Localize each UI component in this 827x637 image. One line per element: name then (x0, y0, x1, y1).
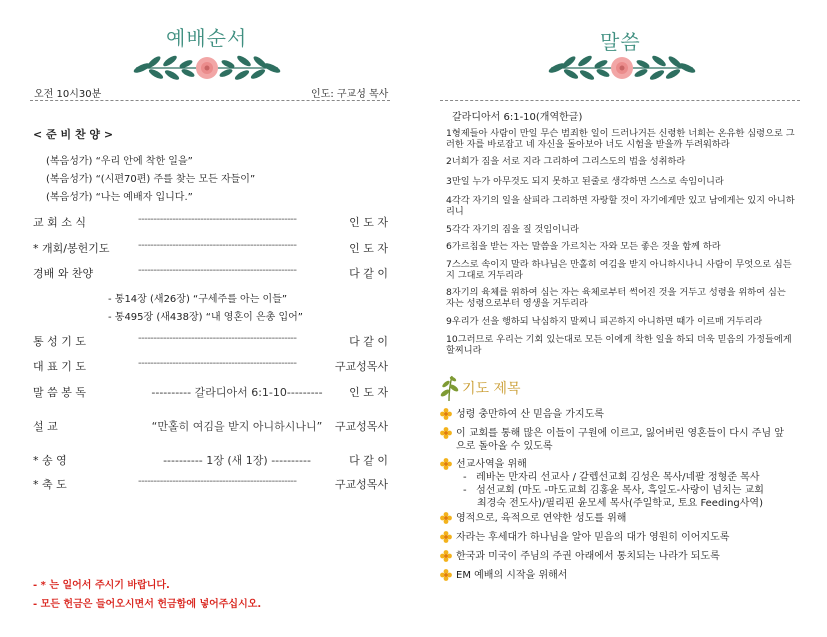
bible-verse: 8자기의 육체를 위하여 심는 자는 육체로부터 썩어진 것을 거두고 성령을 위하여 심는 자는 성령으로부터 영생을 거두리라 (446, 287, 786, 309)
flower-bullet-icon (440, 512, 452, 524)
flower-bullet-icon (440, 531, 452, 543)
prayer-item (456, 427, 786, 453)
bible-verse: 6가르침을 받는 자는 말씀을 가르치는 자와 모든 좋은 것을 함께 하라 (446, 241, 721, 252)
mission-text: 섬선교회 (마도 -마도교회 김홍윤 목사, 흑일도-사랑이 넘치는 교회 (476, 485, 764, 496)
order-label: 대 표 기 도 (33, 360, 86, 373)
prayer-text: 이 교회를 통해 많은 이들이 구원에 이르고, 잃어버린 영혼들이 다시 주님 앞으로 돌아올 수 있도록 (456, 428, 784, 452)
order-row (33, 214, 388, 230)
praise-song: (복음성가) “(시편70편) 주를 찾는 모든 자들이” (46, 174, 256, 185)
order-person: 구교성목사 (334, 478, 388, 491)
bible-verse: 2너희가 짐을 서로 지라 그리하여 그리스도의 법을 성취하라 (446, 156, 686, 167)
order-row (33, 452, 388, 468)
bible-verse: 3만일 누가 아무것도 되지 못하고 된줄로 생각하면 스스로 속임이니라 (446, 176, 724, 187)
dash-line: --------------------------------------------------- (138, 214, 297, 225)
bible-verse: 9우리가 선을 행하되 낙심하지 말찌니 피곤하지 아니하면 때가 이르매 거두리라 (446, 316, 763, 327)
leaf-sprig-icon (438, 374, 460, 402)
order-label: * 송 영 (33, 454, 67, 467)
mission-item: - 섬선교회 (마도 -마도교회 김홍윤 목사, 흑일도-사랑이 넘치는 교회 (463, 485, 764, 496)
prayer-item (456, 408, 796, 421)
service-time: 오전 10시30분 (34, 89, 102, 100)
dash-line: --------------------------------------------------- (138, 265, 297, 276)
praise-song: (복음성가) “우리 안에 착한 일을” (46, 156, 193, 167)
leaf-flower-ornament-right (543, 52, 701, 84)
worship-song: - 통14장 (새26장) “구세주를 아는 이들” (108, 294, 288, 305)
order-row (33, 358, 388, 374)
order-person: 다 같 이 (349, 454, 388, 467)
divider (440, 100, 800, 101)
flower-bullet-icon (440, 408, 452, 420)
prayer-text: 성령 충만하여 산 믿음을 가지도록 (456, 409, 604, 420)
prayer-text: EM 예배의 시작을 위해서 (456, 570, 568, 581)
order-person: 구교성목사 (334, 360, 388, 373)
order-person: 다 같 이 (349, 267, 388, 280)
prayer-text: 한국과 미국이 주님의 주권 아래에서 통치되는 나라가 되도록 (456, 551, 720, 562)
flower-bullet-icon (440, 550, 452, 562)
prayer-text: 선교사역을 위해 (456, 459, 527, 470)
order-person: 구교성목사 (334, 420, 388, 433)
notice: - 모든 헌금은 들어오시면서 헌금함에 넣어주십시오. (33, 599, 262, 610)
order-label: * 개회/봉헌기도 (33, 242, 110, 255)
prayer-item (456, 531, 796, 544)
order-row (33, 418, 388, 434)
flower-bullet-icon (440, 458, 452, 470)
order-label: 경배 와 찬양 (33, 267, 94, 280)
prayer-item (456, 512, 796, 525)
sermon-title: “만홀히 여김을 받지 아니하시나니” (151, 420, 323, 433)
mission-text: 레바논 만자리 선교사 / 갈렙선교회 김성은 목사/네팔 정형준 목사 (476, 472, 760, 483)
order-label: 교 회 소 식 (33, 216, 86, 229)
prayer-text: 영적으로, 육적으로 연약한 성도를 위해 (456, 513, 627, 524)
leaf-flower-ornament-left (128, 52, 286, 84)
bible-verse: 10그러므로 우리는 기회 있는대로 모든 이에게 착한 일을 하되 더욱 믿음의 가정들에게 할찌니라 (446, 334, 792, 356)
word-title: 말씀 (600, 30, 641, 54)
dash-line: --------------------------------------------------- (138, 476, 297, 487)
order-label: 말 씀 봉 독 (33, 386, 86, 399)
flower-bullet-icon (440, 569, 452, 581)
dash-line: --------------------------------------------------- (138, 358, 297, 369)
mission-item-continued: 최경숙 전도사)/필리핀 윤모세 목사(주일학교, 토요 Feeding사역) (477, 498, 763, 509)
praise-header: < 준 비 찬 양 > (33, 128, 114, 141)
order-person: 인 도 자 (349, 386, 388, 399)
bible-verse: 7스스로 속이지 말라 하나님은 만홀히 여김을 받지 아니하시나니 사람이 무엇으로 심든지 그대로 거두리라 (446, 259, 792, 281)
worship-song: - 통495장 (새438장) “내 영혼이 은총 입어” (108, 312, 303, 323)
order-label: 통 성 기 도 (33, 335, 86, 348)
prayer-title: 기도 제목 (462, 381, 521, 397)
scripture-reading: ---------- 갈라디아서 6:1-10--------- (151, 386, 323, 399)
bible-verse: 5각각 자기의 짐을 질 것임이니라 (446, 224, 579, 235)
order-person: 다 같 이 (349, 335, 388, 348)
dash-line: --------------------------------------------------- (138, 240, 297, 251)
dash-line: --------------------------------------------------- (138, 333, 297, 344)
bible-verse: 4각각 자기의 일을 살피라 그리하면 자랑할 것이 자기에게만 있고 남에게는 있지 아니하리니 (446, 195, 795, 217)
leader-name: 인도: 구교성 목사 (311, 89, 389, 100)
order-label: 설 교 (33, 420, 58, 433)
prayer-item (456, 569, 796, 582)
order-title: 예배순서 (166, 26, 248, 50)
order-row (33, 333, 388, 349)
bible-verse: 1형제들아 사람이 만일 무슨 범죄한 일이 드러나거든 신령한 너희는 온유한 심령으로 그러한 자를 바로잡고 네 자신을 돌아보아 너도 시험을 받을까 두려워하라 (446, 128, 795, 150)
order-row (33, 265, 388, 281)
praise-song: (복음성가) “나는 예배자 입니다.” (46, 192, 193, 203)
divider (30, 100, 390, 101)
order-person: 인 도 자 (349, 216, 388, 229)
prayer-text: 자라는 후세대가 하나님을 알아 믿음의 대가 영원히 이어지도록 (456, 532, 730, 543)
order-row (33, 476, 388, 492)
order-person: 인 도 자 (349, 242, 388, 255)
doxology-hymn: ---------- 1장 (새 1장) ---------- (163, 454, 311, 467)
flower-bullet-icon (440, 427, 452, 439)
notice: - * 는 일어서 주시기 바랍니다. (33, 580, 170, 591)
order-row (33, 384, 388, 400)
prayer-item (456, 458, 796, 471)
order-row (33, 240, 388, 256)
order-label: * 축 도 (33, 478, 67, 491)
prayer-item (456, 550, 796, 563)
mission-item: - 레바논 만자리 선교사 / 갈렙선교회 김성은 목사/네팔 정형준 목사 (463, 472, 760, 483)
passage-reference: 갈라디아서 6:1-10(개역한글) (452, 112, 583, 123)
